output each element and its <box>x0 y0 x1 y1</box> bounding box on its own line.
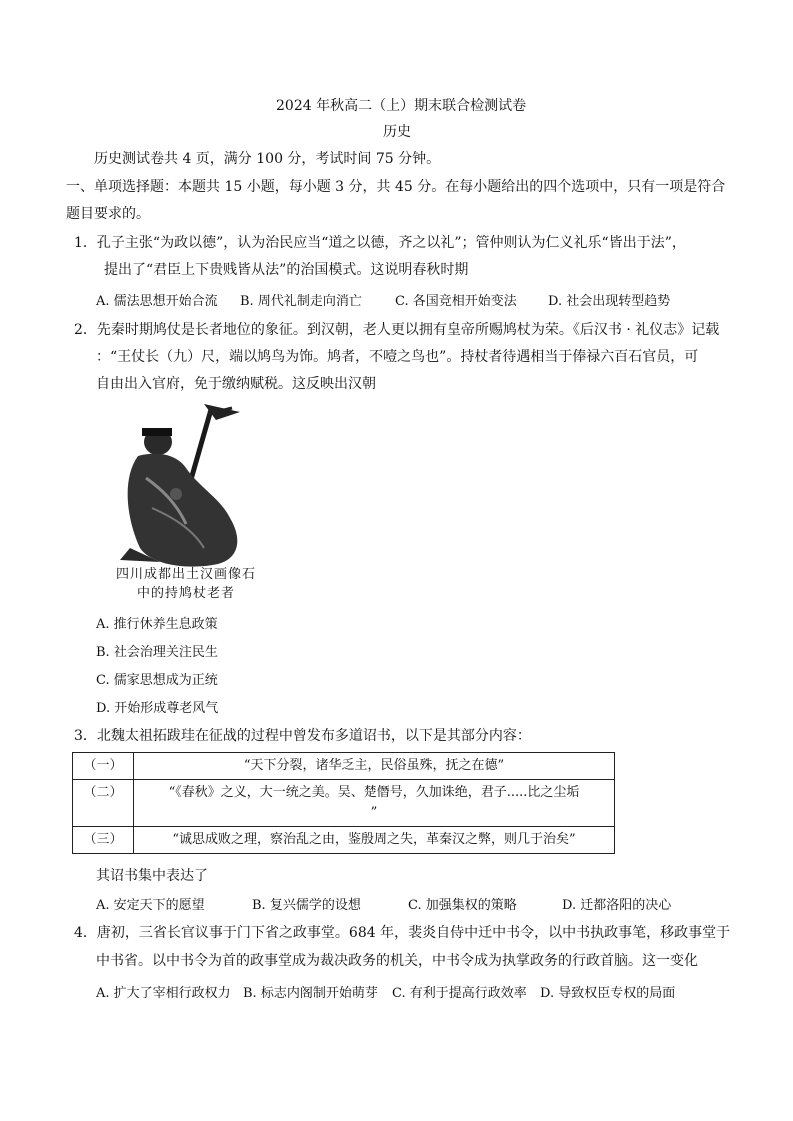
q2-option-c[interactable]: C. 儒家思想成为正统 <box>96 673 218 688</box>
table-row <box>73 827 615 854</box>
q1-option-d[interactable]: D. 社会出现转型趋势 <box>548 294 671 309</box>
figure-caption-line1: 四川成都出土汉画像石 <box>115 567 256 582</box>
q2-stem-line3: 自由出入官府，免于缴纳赋税。这反映出汉朝 <box>96 376 376 392</box>
q1-stem-line1: 1．孔子主张“为政以德”，认为治民应当“道之以德，齐之以礼”；管仲则认为仁义礼乐“皆出于法”， <box>74 235 686 251</box>
edict-number: （一） <box>73 753 134 780</box>
q4-options <box>96 984 675 1004</box>
q4-stem-line1: 4．唐初，三省长官议事于门下省之政事堂。684 年，裴炎自侍中迁中书令，以中书执政事笔，移政事堂于 <box>74 925 731 941</box>
exam-title: 2024 年秋高二（上）期末联合检测试卷 <box>276 98 527 114</box>
q3-option-d[interactable]: D. 迁都洛阳的决心 <box>562 898 672 913</box>
edict-text: “天下分裂，诸华乏主，民俗虽殊，抚之在德” <box>134 753 615 780</box>
q4-option-b[interactable]: B. 标志内阁制开始萌芽 <box>243 986 378 1001</box>
edict-text: “《春秋》之义，大一统之美。吴、楚僭号，久加诛绝，君子.....比之尘垢 <box>168 785 580 800</box>
edict-number: （三） <box>73 827 134 854</box>
exam-intro: 历史测试卷共 4 页，满分 100 分，考试时间 75 分钟。 <box>94 151 441 167</box>
q4-option-a[interactable]: A. 扩大了宰相行政权力 <box>96 986 231 1001</box>
section-heading-cont: 题目要求的。 <box>66 206 150 222</box>
q4-option-d[interactable]: D. 导致权臣专权的局面 <box>540 986 676 1001</box>
q3-stem: 3．北魏太祖拓跋珪在征战的过程中曾发布多道诏书，以下是其部分内容： <box>74 728 531 744</box>
q3-option-c[interactable]: C. 加强集权的策略 <box>408 898 517 913</box>
q1-option-c[interactable]: C. 各国竞相开始变法 <box>395 294 517 309</box>
q1-option-b[interactable]: B. 周代礼制走向消亡 <box>240 294 362 309</box>
q3-options <box>96 896 671 916</box>
edict-text-closing-quote: ” <box>370 805 378 820</box>
q1-option-a[interactable]: A. 儒法思想开始合流 <box>96 294 218 309</box>
figure-caption-line2: 中的持鸠杖老者 <box>136 586 235 601</box>
edict-table <box>72 752 615 854</box>
edict-number: （二） <box>73 780 134 827</box>
q3-followup: 其诏书集中表达了 <box>96 868 208 884</box>
q2-option-a[interactable]: A. 推行休养生息政策 <box>96 617 218 632</box>
figure-caption <box>104 565 268 603</box>
edict-text: “诚思成败之理，察治乱之由，鉴殷周之失，革秦汉之弊，则几于治矣” <box>134 827 615 854</box>
section-heading: 一、单项选择题：本题共 15 小题，每小题 3 分，共 45 分。在每小题给出的四个选项中，只有一项是符合 <box>66 179 726 195</box>
q4-stem-line2: 中书省。以中书令为首的政事堂成为裁决政务的机关，中书令成为执掌政务的行政首脑。这一变化 <box>96 953 698 969</box>
q2-option-b[interactable]: B. 社会治理关注民生 <box>96 645 218 660</box>
q1-stem-line2: 提出了“君臣上下贵贱皆从法”的治国模式。这说明春秋时期 <box>104 262 469 278</box>
q4-option-c[interactable]: C. 有利于提高行政效率 <box>392 986 527 1001</box>
subject-title: 历史 <box>383 124 411 140</box>
q2-stem-line1: 2．先秦时期鸠仗是长者地位的象征。到汉朝，老人更以拥有皇帝所赐鸠杖为荣。《后汉书 · 礼仪志》记载 <box>74 322 720 338</box>
q3-option-a[interactable]: A. 安定天下的愿望 <box>96 898 205 913</box>
edict-text-cell <box>134 780 615 827</box>
q1-options <box>96 292 670 312</box>
table-row <box>73 753 615 780</box>
table-row <box>73 780 615 827</box>
q2-stem-line2: ：“王仗长（九）尺，端以鸠鸟为饰。鸠者，不噎之鸟也”。持杖者待遇相当于俸禄六百石官员，可 <box>96 349 699 365</box>
q2-option-d[interactable]: D. 开始形成尊老风气 <box>96 701 219 716</box>
q3-option-b[interactable]: B. 复兴儒学的设想 <box>252 898 361 913</box>
